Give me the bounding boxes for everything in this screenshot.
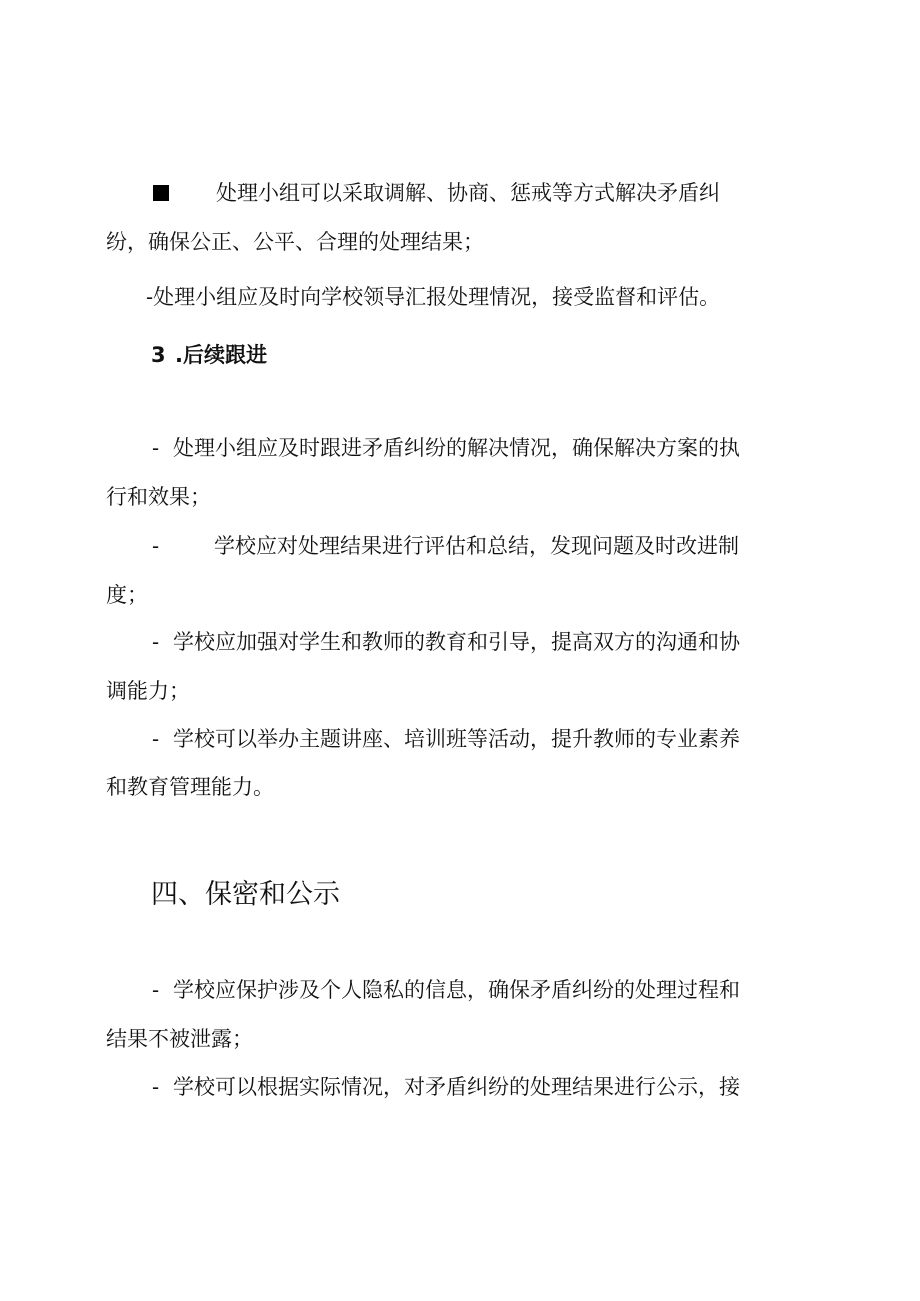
dash-marker: - (152, 436, 160, 460)
followup-item-3-text2: 调能力； (106, 679, 190, 703)
followup-item-1-text2: 行和效果； (106, 485, 211, 509)
dash-marker: - (152, 727, 160, 751)
section4-item-1-text2: 结果不被泄露； (106, 1027, 253, 1051)
item2-text: -处理小组应及时向学校领导汇报处理情况，接受监督和评估。 (146, 285, 721, 309)
section4-item-2-text1: 学校可以根据实际情况，对矛盾纠纷的处理结果进行公示，接 (173, 1075, 740, 1099)
square-bullet-icon (153, 185, 169, 201)
dash-marker: - (152, 978, 160, 1002)
followup-item-3-text1: 学校应加强对学生和教师的教育和引导，提高双方的沟通和协 (173, 630, 740, 654)
dash-marker: - (152, 630, 160, 654)
item1-text-line1: 处理小组可以采取调解、协商、惩戒等方式解决矛盾纠 (216, 181, 720, 205)
dash-marker: - (152, 1075, 160, 1099)
section-title: 四、保密和公示 (151, 879, 340, 910)
followup-item-4-text1: 学校可以举办主题讲座、培训班等活动，提升教师的专业素养 (173, 727, 740, 751)
subsection-number: 3 (151, 343, 166, 367)
subsection-title: .后续跟进 (175, 343, 267, 367)
item1-text-line2: 纷，确保公正、公平、合理的处理结果； (106, 230, 484, 254)
dash-marker: - (152, 534, 160, 558)
followup-item-4-text2: 和教育管理能力。 (106, 775, 274, 799)
followup-item-2-text2: 度； (106, 583, 148, 607)
section4-item-1-text1: 学校应保护涉及个人隐私的信息，确保矛盾纠纷的处理过程和 (173, 978, 740, 1002)
followup-item-1-text1: 处理小组应及时跟进矛盾纠纷的解决情况，确保解决方案的执 (173, 436, 740, 460)
followup-item-2-text1: 学校应对处理结果进行评估和总结，发现问题及时改进制 (214, 534, 739, 558)
